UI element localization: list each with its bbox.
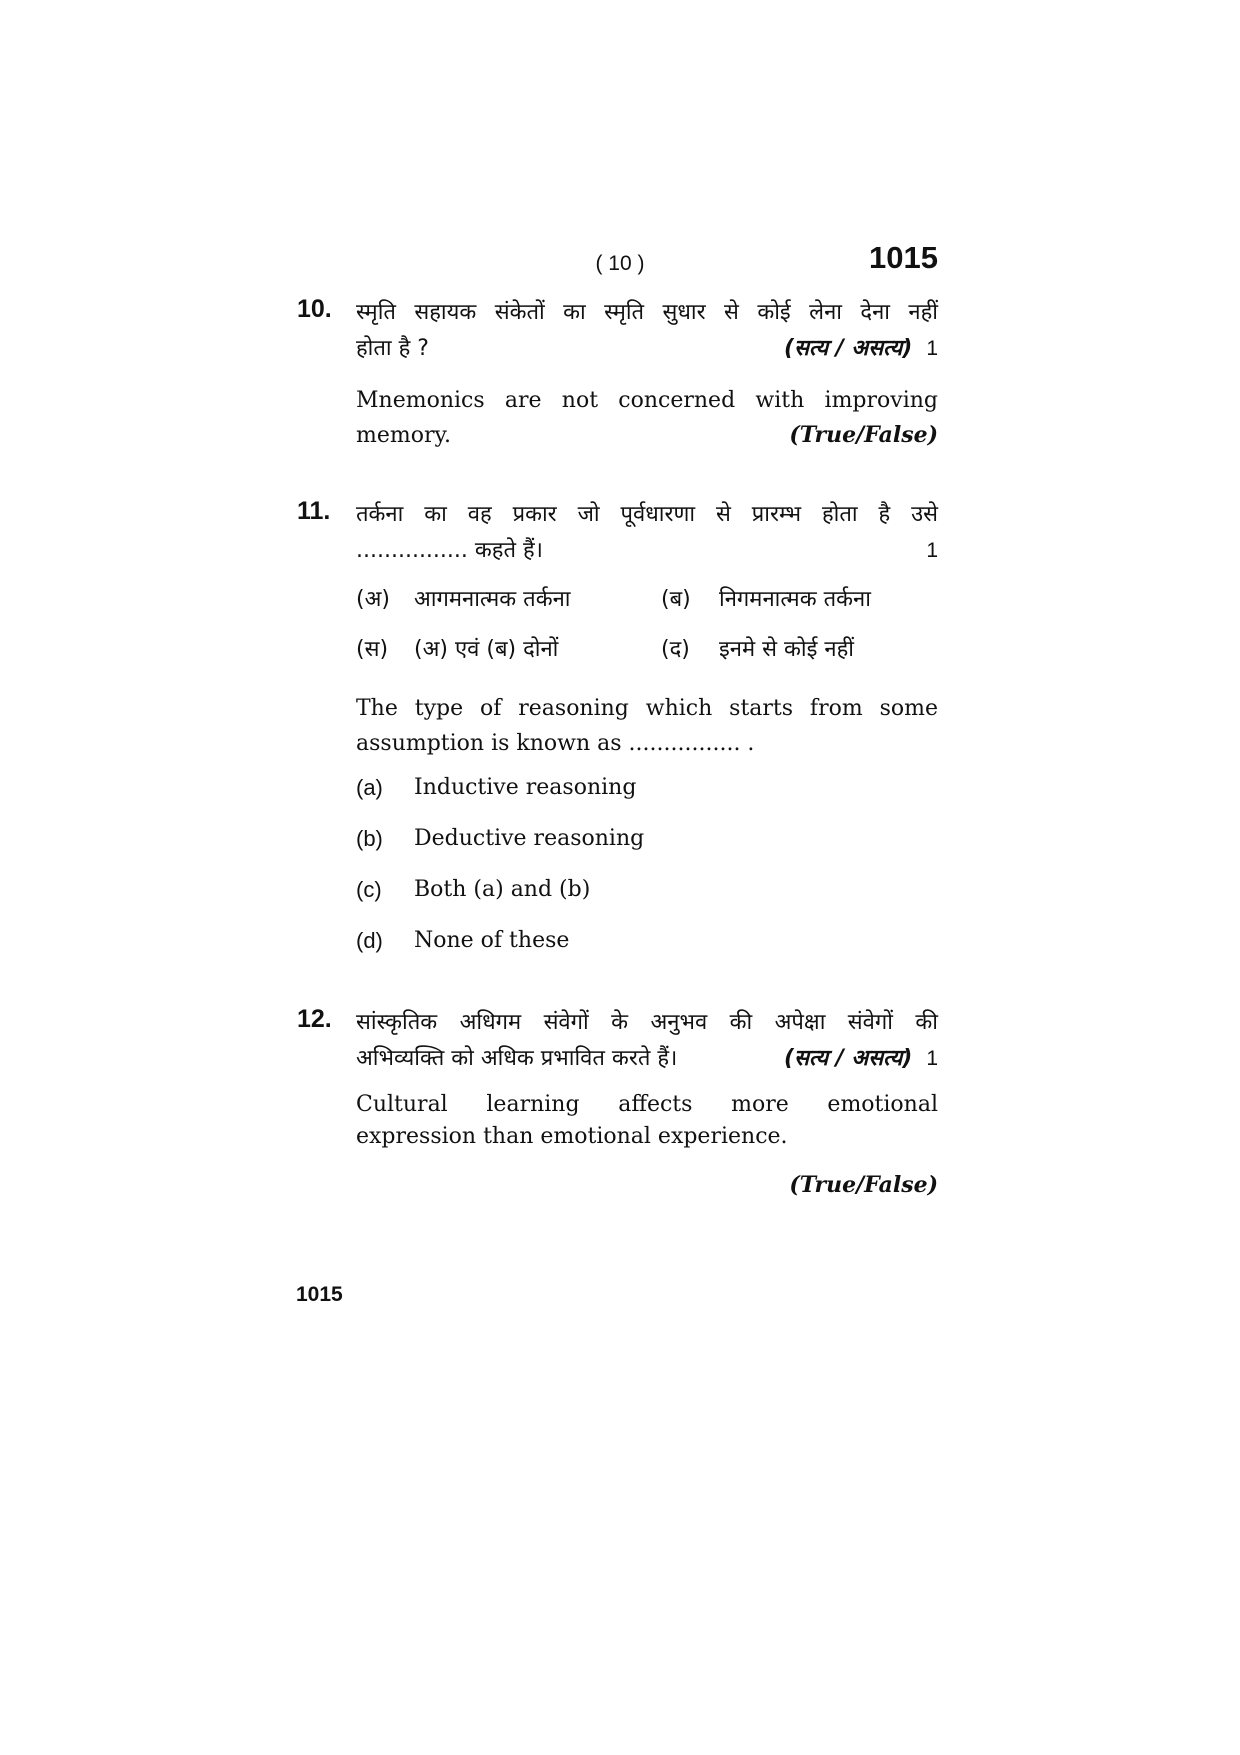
option-hindi-a: (अ) आगमनात्मक तर्कना — [356, 587, 571, 612]
true-false-hindi: (सत्य / असत्य) — [784, 336, 913, 361]
paper-code-footer: 1015 — [296, 1283, 343, 1306]
marks: 1 — [926, 337, 938, 360]
option-english-c: (c) Both (a) and (b) — [356, 877, 591, 902]
true-false-english-line — [356, 1172, 938, 1198]
question-english-text: memory. — [356, 423, 452, 448]
question-english-line-end — [356, 418, 938, 453]
option-hindi-c: (स) (अ) एवं (ब) दोनों — [356, 637, 559, 662]
question-hindi-line-end — [356, 331, 938, 367]
option-english-b: (b) Deductive reasoning — [356, 826, 645, 851]
marks: 1 — [926, 539, 938, 562]
question-11 — [297, 497, 938, 979]
question-number: 10. — [297, 295, 332, 323]
question-12 — [297, 1005, 938, 1198]
question-hindi-line: तर्कना का वह प्रकार जो पूर्वधारणा से प्रारम्भ होता है उसे — [356, 502, 938, 527]
marks: 1 — [926, 1047, 938, 1070]
question-hindi-line-end — [356, 533, 938, 569]
question-number: 11. — [297, 497, 331, 525]
question-number: 12. — [297, 1005, 332, 1033]
question-english-line: Mnemonics are not concerned with improving — [356, 388, 938, 413]
true-false-english: (True/False) — [789, 1172, 938, 1198]
option-hindi-d: (द) इनमे से कोई नहीं — [661, 637, 855, 662]
hindi-options — [356, 583, 938, 663]
true-false-hindi: (सत्य / असत्य) — [784, 1046, 913, 1071]
question-hindi-text: अभिव्यक्ति को अधिक प्रभावित करते हैं। — [356, 1046, 678, 1071]
option-english-d: (d) None of these — [356, 928, 570, 953]
true-false-english: (True/False) — [789, 422, 938, 448]
question-hindi-line: सांस्कृतिक अधिगम संवेगों के अनुभव की अपेक्षा संवेगों की — [356, 1010, 938, 1035]
question-10 — [297, 295, 938, 453]
question-english-line: Cultural learning affects more emotional — [356, 1092, 938, 1117]
question-hindi-text: होता है ? — [356, 336, 429, 361]
question-hindi-line-end — [356, 1041, 938, 1077]
question-english-line-end: expression than emotional experience. — [356, 1124, 788, 1149]
question-hindi-text: ................ कहते हैं। — [356, 538, 544, 563]
question-english-line-end: assumption is known as ................ . — [356, 731, 755, 756]
question-hindi-line: स्मृति सहायक संकेतों का स्मृति सुधार से कोई लेना देना नहीं — [356, 300, 938, 325]
option-hindi-b: (ब) निगमनात्मक तर्कना — [661, 587, 871, 612]
paper-code-header: 1015 — [869, 240, 938, 275]
page-number: ( 10 ) — [595, 252, 645, 275]
question-english-line: The type of reasoning which starts from some — [356, 696, 938, 721]
option-english-a: (a) Inductive reasoning — [356, 775, 637, 800]
